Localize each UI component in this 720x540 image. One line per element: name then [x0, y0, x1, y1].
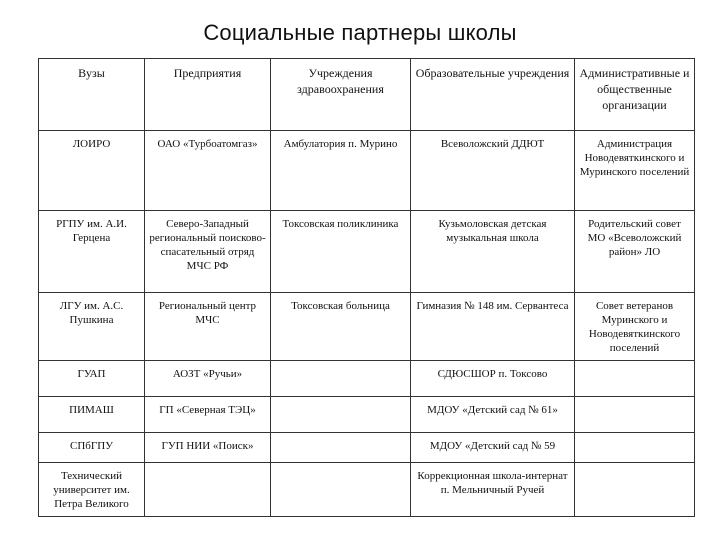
table-row — [39, 131, 695, 211]
table-cell — [271, 463, 411, 517]
table-cell: ГУП НИИ «Поиск» — [145, 433, 271, 463]
table-cell: ЛОИРО — [39, 131, 145, 211]
table-cell: РГПУ им. А.И. Герцена — [39, 211, 145, 293]
table-cell — [575, 361, 695, 397]
table-cell: Кузьмоловская детская музыкальная школа — [411, 211, 575, 293]
header-educational: Образовательные учреждения — [411, 59, 575, 131]
table-cell — [575, 397, 695, 433]
table-cell: Коррекционная школа-интернат п. Мельничный Ручей — [411, 463, 575, 517]
table-cell: Совет ветеранов Муринского и Новодевяткинского поселений — [575, 293, 695, 361]
table-cell — [271, 361, 411, 397]
table-cell: Северо-Западный региональный поисково-спасательный отряд МЧС РФ — [145, 211, 271, 293]
table-cell: МДОУ «Детский сад № 61» — [411, 397, 575, 433]
header-row — [39, 59, 695, 131]
table-cell: Токсовская поликлиника — [271, 211, 411, 293]
table-cell: АОЗТ «Ручьи» — [145, 361, 271, 397]
table-cell: МДОУ «Детский сад № 59 — [411, 433, 575, 463]
table-cell — [271, 433, 411, 463]
header-universities: Вузы — [39, 59, 145, 131]
table-cell: СДЮСШОР п. Токсово — [411, 361, 575, 397]
table-row — [39, 463, 695, 517]
header-enterprises: Предприятия — [145, 59, 271, 131]
table-cell: Технический университет им. Петра Великого — [39, 463, 145, 517]
table-cell: ГП «Северная ТЭЦ» — [145, 397, 271, 433]
table-cell — [145, 463, 271, 517]
table-cell: Родительский совет МО «Всеволожский район» ЛО — [575, 211, 695, 293]
table-row — [39, 433, 695, 463]
table-cell: ЛГУ им. А.С. Пушкина — [39, 293, 145, 361]
table-cell: ГУАП — [39, 361, 145, 397]
table-cell: СПбГПУ — [39, 433, 145, 463]
table-cell — [575, 433, 695, 463]
table-cell: Гимназия № 148 им. Сервантеса — [411, 293, 575, 361]
table-cell: Токсовская больница — [271, 293, 411, 361]
table-cell: Амбулатория п. Мурино — [271, 131, 411, 211]
table-cell: ПИМАШ — [39, 397, 145, 433]
table-row — [39, 397, 695, 433]
header-administrative: Административные и общественные организации — [575, 59, 695, 131]
page-title: Социальные партнеры школы — [203, 20, 517, 45]
table-row — [39, 211, 695, 293]
table-cell: Региональный центр МЧС — [145, 293, 271, 361]
table-cell — [575, 463, 695, 517]
table-cell: Всеволожский ДДЮТ — [411, 131, 575, 211]
table-row — [39, 293, 695, 361]
partners-table — [38, 58, 695, 517]
table-cell: Администрация Новодевяткинского и Муринского поселений — [575, 131, 695, 211]
table-row — [39, 361, 695, 397]
header-healthcare: Учреждения здравоохранения — [271, 59, 411, 131]
table-cell — [271, 397, 411, 433]
table-cell: ОАО «Турбоатомгаз» — [145, 131, 271, 211]
